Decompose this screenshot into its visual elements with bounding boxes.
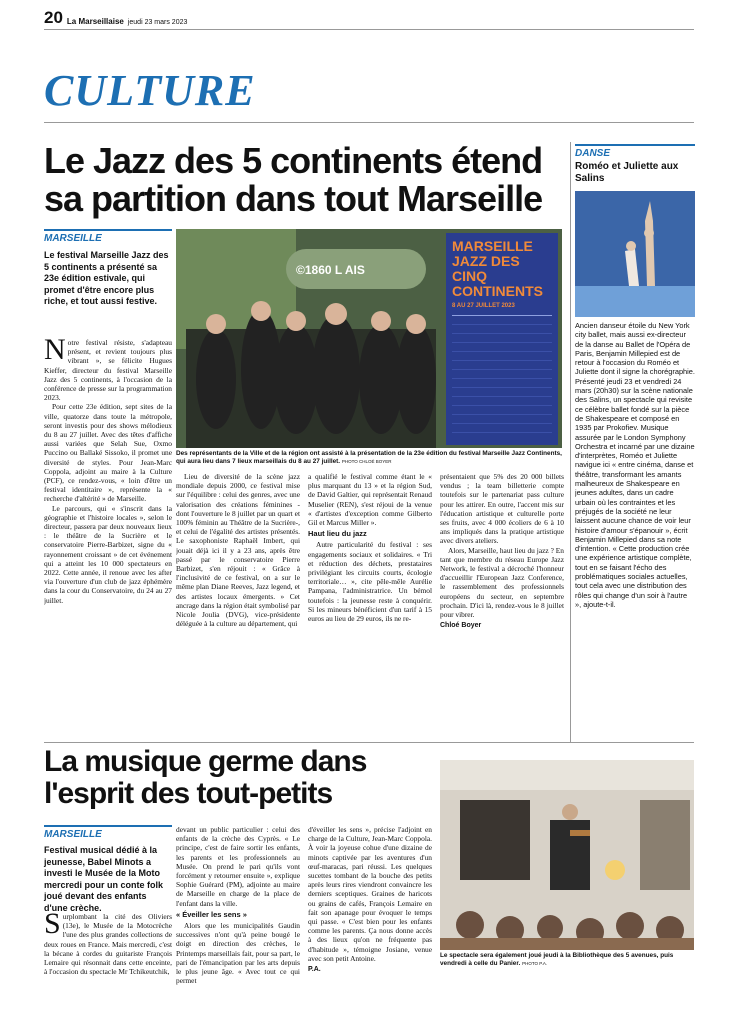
second-intro [44, 825, 172, 914]
banner-text: ©1860 L AIS [296, 263, 365, 277]
second-photo-credit: PHOTO P.A. [522, 961, 548, 966]
sidebar-divider [570, 142, 571, 742]
main-col1-p2: Pour cette 23e édition, sept sites de la ville, quatorze dans toute la métropole, seront investis pour des shows mélodieux du 8 au 27 juillet. Avec des têtes d'affiche aussi variées que Selah Sue, Oxmo Puccino ou Ballaké Sissoko, il promet une diversité de styles. Pour Jean-Marc Coppola, adjoint au maire à la Culture (PCF), ce rendez-vous, « loin d'être un festival identitaire », représente la « recherche d'altérité » de Marseille. [44, 402, 172, 504]
second-col1: urplombant la cité des Oliviers (13e), le Musée de la Motocrèche l'une des plus grandes collections de deux roues en France. Mais mercredi, c'est la bécane à cordes du guitariste François Lemaire qui résonnait dans cette enceinte, à l'occasion du spectacle Mr Tchikeutchik, [44, 912, 172, 977]
main-col1-p1: otre festival résiste, s'adapteau présent, et revient toujours plus vibrant », se félicite Hugues Kieffer, directeur du festival Marseille Jazz des 5 continents, à l'occasion de la conférence de presse sur la programmation 2023. [44, 338, 172, 403]
dancers-illustration [575, 191, 695, 317]
dance-photo [575, 191, 695, 317]
second-column-1 [44, 912, 172, 1022]
second-col2-subhead: « Éveiller les sens » [176, 909, 247, 919]
poster-lineup [452, 315, 552, 435]
second-col2-p1: devant un public particulier : celui des enfants de la crèche des Cyprès. « Le principe, c'est de faire sortir les enfants, les parents et les professionnels au Musée. On prend le pari qu'ils vont forcément y retourner ensuite », explique Sophie Guérard (PM), adjointe au maire de Marseille en charge de la place de l'enfant dans la ville. [176, 825, 300, 908]
publication-name: La Marseillaise [66, 17, 124, 26]
museum-photo [440, 760, 694, 950]
second-col3: d'éveiller les sens », précise l'adjoint en charge de la Culture, Jean-Marc Coppola. À voir la joyeuse cohue d'une dizaine de minots captivée par les aventures d'un œuf-maracas, pari réussi. Les quelques sucettes tombant de la bouche des petits après leurs rires viendront convaincre les derniers sceptiques. Graines de haricots ou grains de cafés, François Lemaire en fait son apanage pour évoquer le temps qui passe. « C'est bien pour les enfants comme les parents. Ça nous donne accès à des lieux qu'on ne fréquente pas d'habitude », témoigne Josiane, venue avec son petit Antoine. [308, 825, 432, 963]
second-column-2 [176, 825, 300, 1025]
press-conference-photo [176, 229, 562, 448]
divider [44, 122, 694, 123]
issue-date: jeudi 23 mars 2023 [127, 19, 188, 26]
main-col4-p1: présentaient que 5% des 20 000 billets vendus ; la team billetterie compte toutefois sur le partenariat pass culture pour les attirer. En outre, l'accent mis sur l'éducation artistique et culturelle porte ses fruits, avec 4 000 écoliers de 6 à 10 ans impliqués dans la pratique artistique avec divers ateliers. [440, 472, 564, 546]
concert-illustration [440, 760, 694, 950]
main-col3-p1: a qualifié le festival comme étant le « plus marquant du 13 » et la région Sud, de David Galtier, qui représentait Renaud Muselier (REN), s'est réjoui de la venue « d'artistes d'exception comme Gilberto Gil et Marcus Miller ». [308, 472, 432, 528]
main-column-4 [440, 472, 564, 734]
main-column-2 [176, 472, 300, 734]
poster-date: 8 AU 27 JUILLET 2023 [452, 303, 515, 309]
sidebar-kicker: DANSE [575, 144, 695, 159]
sidebar-title: Roméo et Juliette aux Salins [575, 161, 679, 184]
second-kicker: MARSEILLE [44, 825, 172, 840]
main-col1-p3: Le parcours, qui « s'inscrit dans la géographie et l'histoire locales », selon le directeur, passera par deux nouveaux lieux : le théâtre de la Sucrière et le conservatoire Pierre-Barbizet, signe du « rayonnement croissant » de cet événement qui a atteint les 10 000 spectateurs en 2022. Cette année, il renoue avec les after via l'ouverture d'un club de jazz éphémère dans la cour du Conservatoire, du 24 au 27 juillet. [44, 503, 172, 605]
poster-title: MARSEILLE JAZZ DES CINQ CONTINENTS [452, 238, 543, 299]
second-headline: La musique germe dans l'esprit des tout-petits [44, 745, 367, 810]
page-number: 20 [44, 8, 63, 27]
photo-credit: PHOTO CHLOÉ BOYER [341, 459, 392, 464]
main-col3-subhead: Haut lieu du jazz [308, 529, 367, 539]
section-divider [44, 742, 694, 743]
second-drop-cap: S [44, 912, 61, 940]
main-column-3 [308, 472, 432, 734]
sidebar-body: Ancien danseur étoile du New York city ballet, mais aussi ex-directeur de la danse au Ballet de l'Opéra de Paris, Benjamin Millepied est de retour à l'occasion du Roméo et Juliette dont il signe la chorégraphie. Présenté jeudi 23 et vendredi 24 mars (20h30) sur la scène nationale des Salins, un spectacle qui revisite ce célèbre ballet fondé sur la pièce de Shakespeare et composé en 1935 par Prokofiev. Musique assurée par le London Symphony Orchestra et incarné par une dizaine d'interprètes, Roméo et Juliette navigue ici « entre cinéma, danse et théâtre, transformant les amants malheureux de Shakespeare en jeunes adultes, dans un cadre urbain où les contraintes et les préjugés de la société ne leur laissent aucune chance de voir leur histoire d'amour s'épanouir », écrit Benjamin Millepied dans sa note d'intention. « Cette production crée une expérience artistique complète, tout en se faisant l'écho des problématiques sociales actuelles, tout cela avec une distribution des rôles qui change d'un soir à l'autre », ajoute-t-il. [575, 321, 695, 609]
second-chapo: Festival musical dédié à la jeunesse, Babel Minots a investi le Musée de la Moto mercredi pour un conte folk joué devant des enfants d'une crèche. [44, 845, 164, 913]
sidebar-brief [575, 144, 695, 741]
main-headline: Le Jazz des 5 continents étend sa partition dans tout Marseille [44, 140, 543, 219]
second-column-3 [308, 825, 432, 1025]
main-col4-p2: Alors, Marseille, haut lieu du jazz ? En tant que membre du réseau Europe Jazz Network, le festival a décroché l'honneur d'accueillir l'European Jazz Conference, le rassemblement des professionnels européens du secteur, en septembre prochain. D'ici là, rendez-vous le 8 juillet pour vibrer. [440, 545, 564, 620]
second-col2-p2: Alors que les municipalités Gaudin successives n'ont qu'à peine bougé le doigt en direction des crèches, le Printemps marseillais fait, pour sa part, le pari de l'émancipation par les arts depuis le plus jeune âge. « Avec tout ce qui permet [176, 921, 300, 986]
main-chapo: Le festival Marseille Jazz des 5 continents a présenté sa 23e édition estivale, qui promet d'être encore plus riche, et tout aussi festive. [44, 250, 169, 306]
caption-text: Des représentants de la Ville et de la région ont assisté à la présentation de la 23e édition du festival Marseille Jazz Continents, qui aura lieu dans 7 lieux marseillais du 8 au 27 juillet. [176, 450, 562, 465]
main-col3-p2: Autre particularité du festival : ses engagements sociaux et solidaires. « Tri et réduction des déchets, prestataires privilégiant les circuits courts, écologie territoriale… », cite pêle-mêle Aurélie Pampana, l'administratrice. Un bémol toutefois : la jeunesse reste à conquérir. Si les mineurs bénéficient d'un tarif à 15 euros au lieu de 29 euros, ils ne re- [308, 540, 432, 624]
main-kicker: MARSEILLE [44, 229, 172, 244]
main-column-1 [44, 338, 172, 738]
drop-cap: N [44, 338, 66, 366]
second-signature: P.A. [308, 966, 321, 974]
page-header [44, 10, 694, 30]
main-signature: Chloé Boyer [440, 622, 482, 630]
section-rubric: CULTURE [44, 66, 256, 115]
main-col2: Lieu de diversité de la scène jazz mondiale depuis 2000, ce festival mise sur l'équilibre : celui des genres, avec une valorisation des créations féminines - dont l'ouverture le 8 juillet par un quart et 100% féminin au Théâtre de la Sucrière-, et celui de l'égalité des artistes présentés. Le saxophoniste Raphaël Imbert, qui jouait déjà ici il y a 23 ans, après être passé par le conservatoire Pierre Barbizet, s'en réjouit : « Grâce à l'inclusivité de ce festival, on a sur le même plan Diane Reeves, Jazz legend, et des artistes locaux émergents. » Cet ancrage dans la région était symbolisé par Nicole Joulia (DVG), vice-présidente déléguée à la culture au département, qui [176, 472, 300, 629]
main-intro [44, 229, 172, 308]
second-caption-text: Le spectacle sera également joué jeudi à la Bibliothèque des 5 avenues, puis vendredi à celle du Panier. [440, 952, 674, 967]
festival-poster [446, 233, 558, 445]
second-photo-caption [440, 952, 694, 968]
main-photo-caption [176, 450, 562, 466]
